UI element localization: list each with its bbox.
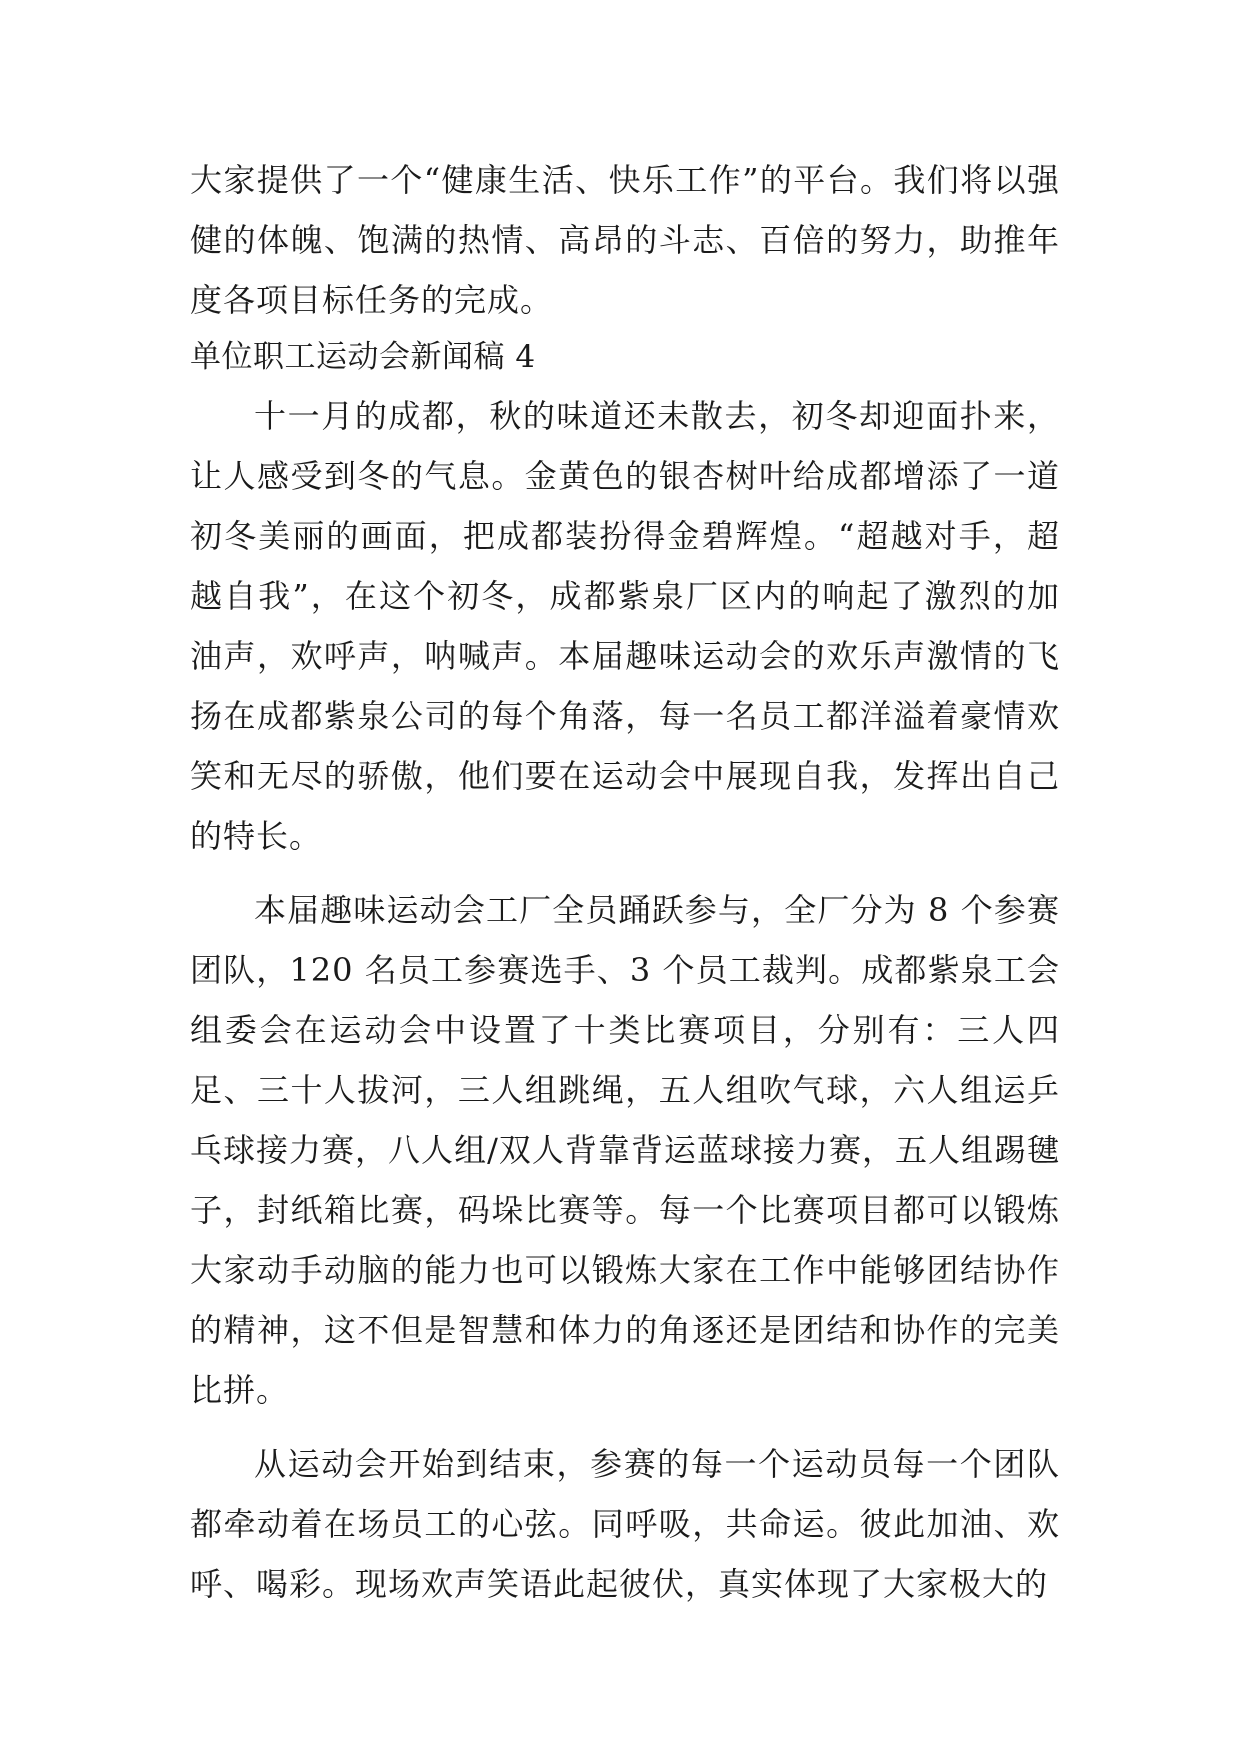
section-title: 单位职工运动会新闻稿 4 bbox=[190, 339, 536, 375]
paragraph-continued: 大家提供了一个“健康生活、快乐工作”的平台。我们将以强健的体魄、饱满的热情、高昂的斗志、百倍的努力，助推年度各项目标任务的完成。 bbox=[190, 161, 1060, 319]
paragraph-autumn-chengdu: 十一月的成都，秋的味道还未散去，初冬却迎面扑来，让人感受到冬的气息。金黄色的银杏树叶给成都增添了一道初冬美丽的画面，把成都装扮得金碧辉煌。“超越对手，超越自我”，在这个初冬，成都紫泉厂区内的响起了激烈的加油声，欢呼声，呐喊声。本届趣味运动会的欢乐声激情的飞扬在成都紫泉公司的每个角落，每一名员工都洋溢着豪情欢笑和无尽的骄傲，他们要在运动会中展现自我，发挥出自己的特长。 bbox=[190, 397, 1060, 855]
paragraph-event-details: 本届趣味运动会工厂全员踊跃参与，全厂分为 8 个参赛团队，120 名员工参赛选手、3 个员工裁判。成都紫泉工会组委会在运动会中设置了十类比赛项目，分别有：三人四足、三十人拔河，三人组跳绳，五人组吹气球，六人组运乒乓球接力赛，八人组/双人背靠背运蓝球接力赛，五人组踢毽子，封纸箱比赛，码垛比赛等。每一个比赛项目都可以锻炼大家动手动脑的能力也可以锻炼大家在工作中能够团结协作的精神，这不但是智慧和体力的角逐还是团结和协作的完美比拼。 bbox=[190, 891, 1060, 1409]
document-body bbox=[190, 150, 1060, 1614]
paragraph-event-atmosphere: 从运动会开始到结束，参赛的每一个运动员每一个团队都牵动着在场员工的心弦。同呼吸，共命运。彼此加油、欢呼、喝彩。现场欢声笑语此起彼伏，真实体现了大家极大的 bbox=[190, 1445, 1060, 1603]
